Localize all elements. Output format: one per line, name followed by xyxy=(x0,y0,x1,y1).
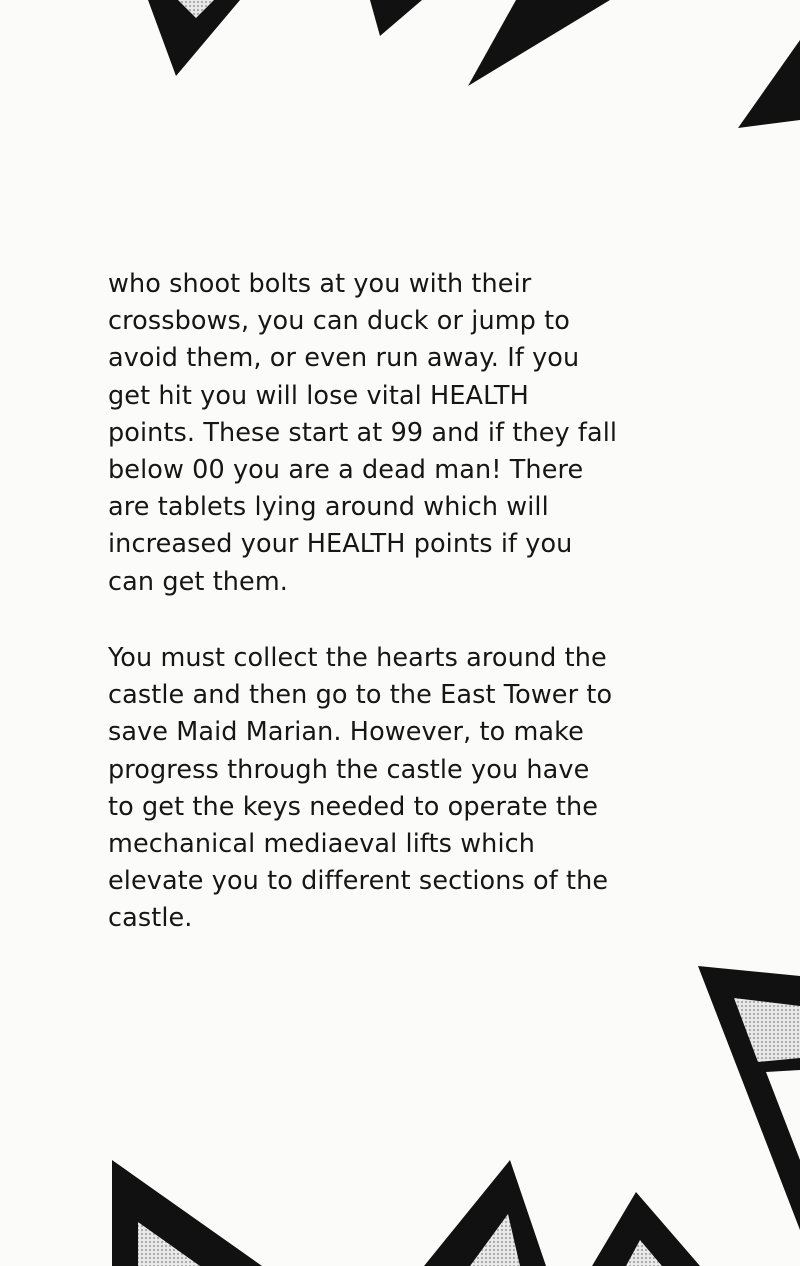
text-line: progress through the castle you have xyxy=(108,754,590,785)
right-upper-triangle-decor xyxy=(738,40,800,128)
text-line: crossbows, you can duck or jump to xyxy=(108,306,570,337)
text-line: who shoot bolts at you with their xyxy=(108,269,532,299)
text-line: avoid them, or even run away. If you xyxy=(108,343,580,374)
text-line: increased your HEALTH points if you xyxy=(108,529,573,560)
top-left-triangle-decor xyxy=(148,0,240,76)
text-line: to get the keys needed to operate the xyxy=(108,791,599,822)
text-line: below 00 you are a dead man! There xyxy=(108,455,584,486)
text-line: elevate you to different sections of the xyxy=(108,866,609,897)
text-line: are tablets lying around which will xyxy=(108,492,549,523)
top-right-triangle-decor xyxy=(468,0,610,86)
text-line: get hit you will lose vital HEALTH xyxy=(108,380,529,411)
text-line: castle and then go to the East Tower to xyxy=(108,680,613,711)
paragraph-1 xyxy=(108,266,708,601)
text-line: save Maid Marian. However, to make xyxy=(108,717,584,748)
right-lower-triangle-decor xyxy=(698,966,800,1230)
text-line: mechanical mediaeval lifts which xyxy=(108,829,536,860)
bottom-left-triangle-decor xyxy=(112,1160,262,1266)
text-line: castle. xyxy=(108,903,193,934)
text-line: You must collect the hearts around the xyxy=(108,643,607,673)
top-middle-triangle-decor xyxy=(370,0,422,36)
text-line: can get them. xyxy=(108,566,288,597)
text-line: points. These start at 99 and if they fall xyxy=(108,417,618,448)
paragraph-2 xyxy=(108,640,708,938)
bottom-right-triangle-decor xyxy=(592,1192,700,1266)
bottom-middle-triangle-decor xyxy=(424,1160,546,1266)
